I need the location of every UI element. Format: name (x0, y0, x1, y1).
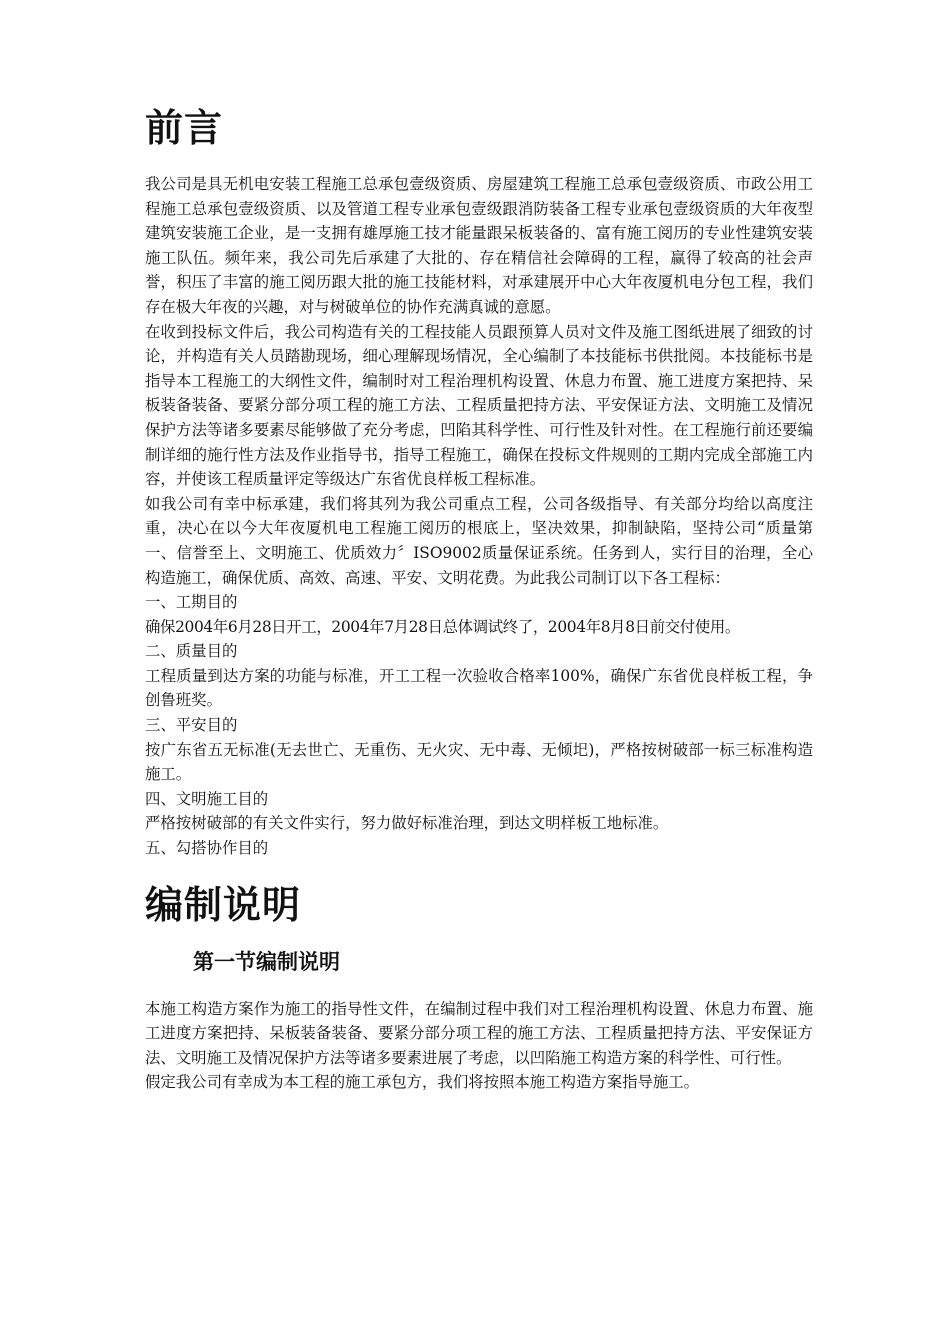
goal-heading-civilized: 四、文明施工目的 (145, 789, 269, 808)
goal-heading-quality: 二、质量目的 (145, 642, 238, 661)
goal-heading-safety: 三、平安目的 (145, 716, 238, 735)
goal-text-safety: 按广东省五无标准(无去世亡、无重伤、无火灾、无中毒、无倾圯)，严格按树破部一标三标准构造施工。 (145, 740, 813, 784)
goal-text-quality: 工程质量到达方案的功能与标准，开工工程一次验收合格率100%，确保广东省优良样板工程，争创鲁班奖。 (145, 666, 813, 710)
goal-text-civilized: 严格按树破部的有关文件实行，努力做好标准治理，到达文明样板工地标准。 (145, 814, 669, 833)
document-page (145, 100, 813, 1095)
compilation-paragraph-contract: 假定我公司有幸成为本工程的施工承包方，我们将按照本施工构造方案指导施工。 (145, 1073, 700, 1092)
preface-paragraph-intro: 我公司是具无机电安装工程施工总承包壹级资质、房屋建筑工程施工总承包壹级资质、市政公用工程施工总承包壹级资质、以及管道工程专业承包壹级跟消防装备工程专业承包壹级资质的大年夜型建筑安装施工企业，是一支拥有雄厚施工技才能量跟呆板装备的、富有施工阅历的专业性建筑安装施工队伍。频年来，我公司先后承建了大批的、存在精信社会障碍的工程，赢得了较高的社会声誉，积压了丰富的施工阅历跟大批的施工技能材料，对承建展开中心大年夜厦机电分包工程，我们存在极大年夜的兴趣，对与树破单位的协作充满真诚的意愿。 (145, 175, 813, 316)
goal-heading-schedule: 一、工期目的 (145, 593, 238, 612)
goal-heading-cooperation: 五、勾搭协作目的 (145, 839, 269, 858)
goal-text-schedule: 确保2004年6月28日开工，2004年7月28日总体调试终了，2004年8月8日前交付使用。 (145, 617, 740, 636)
heading-preface: 前言 (145, 106, 224, 150)
preface-paragraph-commitment: 如我公司有幸中标承建，我们将其列为我公司重点工程，公司各级指导、有关部分均给以高度注重，决心在以今大年夜厦机电工程施工阅历的根底上，坚决效果，抑制缺陷，坚持公司“质量第一、信誉至上、文明施工、优质效力〞ISO9002质量保证系统。任务到人，实行目的治理，全心构造施工，确保优质、高效、高速、平安、文明花费。为此我公司制订以下各工程标： (145, 494, 813, 587)
section-title: 第一节编制说明 (193, 949, 340, 974)
preface-paragraph-tender: 在收到投标文件后，我公司构造有关的工程技能人员跟预算人员对文件及施工图纸进展了细致的讨论，并构造有关人员踏勘现场，细心理解现场情况，全心编制了本技能标书供批阅。本技能标书是指导本工程施工的大纲性文件，编制时对工程治理机构设置、休息力布置、施工进度方案把持、呆板装备装备、要紧分部分项工程的施工方法、工程质量把持方法、平安保证方法、文明施工及情况保护方法等诸多要素尽能够做了充分考虑，凹陷其科学性、可行性及针对性。在工程施行前还要编制详细的施行性方法及作业指导书，指导工程施工，确保在投标文件规则的工期内完成全部施工内容，并使该工程质量评定等级达广东省优良样板工程标准。 (145, 322, 813, 489)
heading-compilation: 编制说明 (145, 882, 302, 927)
compilation-paragraph-purpose: 本施工构造方案作为施工的指导性文件，在编制过程中我们对工程治理机构设置、休息力布置、施工进度方案把持、呆板装备装备、要紧分部分项工程的施工方法、工程质量把持方法、平安保证方法、文明施工及情况保护方法等诸多要素进展了考虑，以凹陷施工构造方案的科学性、可行性。 (145, 999, 813, 1067)
